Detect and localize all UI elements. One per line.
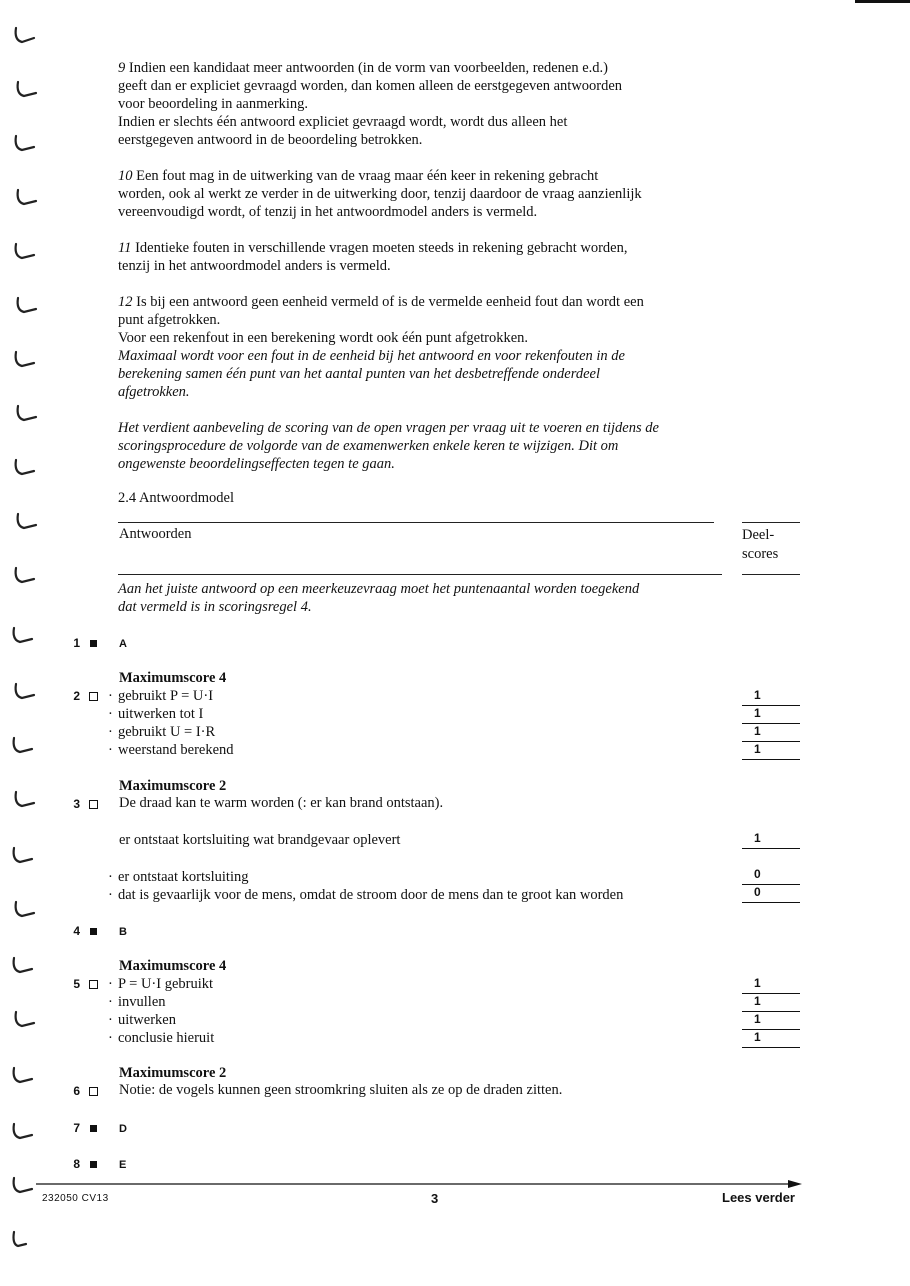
footer-code: 232050 CV13: [42, 1193, 109, 1204]
rule-italic-line: afgetrokken.: [118, 384, 190, 400]
recommendation-line: Het verdient aanbeveling de scoring van de open vragen per vraag uit te voeren en tijdens de: [118, 420, 659, 436]
header-answers: Antwoorden: [119, 526, 192, 542]
partial-score: [742, 741, 800, 760]
answer-item-text: conclusie hieruit: [118, 1030, 215, 1046]
rule-line: Is bij een antwoord geen eenheid vermeld of is de vermelde eenheid fout dan wordt een: [136, 294, 644, 310]
rule-number: 11: [118, 240, 132, 256]
answer-item-text: P = U·I gebruikt: [118, 976, 214, 992]
partial-score: [742, 705, 800, 724]
answer-item-text: weerstand berekend: [118, 742, 234, 758]
score-value: 0: [754, 885, 761, 899]
answer-item: · er ontstaat kortsluiting: [108, 869, 249, 885]
partial-score: [742, 884, 800, 903]
header-deel: Deel-: [742, 527, 775, 543]
score-value: 1: [754, 1012, 761, 1026]
partial-score: [742, 830, 800, 849]
answer-item: · uitwerken: [108, 1012, 176, 1028]
mc-note-line: Aan het juiste antwoord op een meerkeuzevraag moet het puntenaantal worden toegekend: [118, 581, 640, 597]
score-value: 1: [754, 724, 761, 738]
score-value: 0: [754, 867, 761, 881]
answer-item-text: uitwerken tot I: [118, 706, 204, 722]
score-value: 1: [754, 742, 761, 756]
footer-continue: Lees verder: [722, 1190, 795, 1205]
footer-arrow-rule: [36, 1176, 806, 1192]
rule-number: 12: [118, 294, 133, 310]
answer-text: De draad kan te warm worden (: er kan brand ontstaan).: [119, 795, 444, 811]
answer-item-text: invullen: [118, 994, 166, 1010]
header-rule-right: [742, 522, 800, 523]
answer-text: Notie: de vogels kunnen geen stroomkring sluiten als ze op de draden zitten.: [119, 1082, 563, 1098]
max-score: Maximumscore 4: [119, 958, 227, 974]
partial-score: [742, 993, 800, 1012]
partial-score: [742, 687, 800, 706]
rule-line: vereenvoudigd wordt, of tenzij in het antwoordmodel anders is vermeld.: [118, 204, 538, 220]
scoring-recommendation: [118, 419, 738, 473]
rule-line: worden, ook al werkt ze verder in de uitwerking door, tenzij daardoor de vraag aanzienlijk: [118, 186, 642, 202]
alternative-answer: er ontstaat kortsluiting wat brandgevaar oplevert: [119, 832, 401, 848]
rule-italic-line: Maximaal wordt voor een fout in de eenheid bij het antwoord en voor rekenfouten in de: [118, 348, 625, 364]
mc-answer: B: [119, 926, 127, 938]
header-partial-scores: [742, 526, 778, 564]
question-number: 4: [73, 924, 80, 938]
rule-line: Een fout mag in de uitwerking van de vraag maar één keer in rekening gebracht: [136, 168, 599, 184]
mc-question-marker: [90, 1161, 97, 1168]
question-number: 7: [73, 1121, 80, 1135]
rule-line: Identieke fouten in verschillende vragen moeten steeds in rekening gebracht worden,: [135, 240, 628, 256]
mc-question-marker: [90, 1125, 97, 1132]
rule-italic-line: berekening samen één punt van het aantal punten van het desbetreffende onderdeel: [118, 366, 600, 382]
answer-item-text: dat is gevaarlijk voor de mens, omdat de stroom door de mens dan te groot kan worden: [118, 887, 624, 903]
score-value: 1: [754, 831, 761, 845]
question-number: 3: [73, 797, 80, 811]
header-rule-bottom-right: [742, 574, 800, 575]
mc-note-line: dat vermeld is in scoringsregel 4.: [118, 599, 312, 615]
rule-line: Voor een rekenfout in een berekening wordt ook één punt afgetrokken.: [118, 330, 529, 346]
rule-12: [118, 293, 738, 401]
max-score: Maximumscore 2: [119, 1065, 227, 1081]
open-question-marker: [89, 800, 98, 809]
answer-item-text: uitwerken: [118, 1012, 176, 1028]
answer-item: · gebruikt U = I·R: [108, 724, 216, 740]
section-title: 2.4 Antwoordmodel: [118, 490, 234, 506]
partial-score: [742, 866, 800, 885]
score-value: 1: [754, 976, 761, 990]
score-value: 1: [754, 706, 761, 720]
open-question-marker: [89, 980, 98, 989]
footer-page-number: 3: [431, 1191, 439, 1206]
score-value: 1: [754, 1030, 761, 1044]
max-score: Maximumscore 2: [119, 778, 227, 794]
answer-item: · dat is gevaarlijk voor de mens, omdat de stroom door de mens dan te groot kan worden: [108, 887, 624, 903]
answer-item: · invullen: [108, 994, 166, 1010]
mc-note: [118, 580, 738, 616]
question-number: 8: [73, 1157, 80, 1171]
mc-answer: A: [119, 638, 127, 650]
partial-score: [742, 1011, 800, 1030]
rule-number: 10: [118, 168, 133, 184]
header-scores: scores: [742, 546, 779, 562]
rule-11: [118, 239, 738, 275]
rule-line: punt afgetrokken.: [118, 312, 221, 328]
open-question-marker: [89, 1087, 98, 1096]
answer-item: · gebruikt P = U·I: [108, 688, 214, 704]
mc-answer: D: [119, 1123, 127, 1135]
rule-number: 9: [118, 60, 126, 76]
rule-line: geeft dan er expliciet gevraagd worden, dan komen alleen de eerstgegeven antwoorden: [118, 78, 623, 94]
partial-score: [742, 975, 800, 994]
open-question-marker: [89, 692, 98, 701]
rule-line: voor beoordeling in aanmerking.: [118, 96, 309, 112]
header-rule-bottom-left: [118, 574, 722, 575]
answer-item: · weerstand berekend: [108, 742, 234, 758]
mc-question-marker: [90, 640, 97, 647]
answer-item: · uitwerken tot I: [108, 706, 204, 722]
score-value: 1: [754, 688, 761, 702]
rule-line: Indien een kandidaat meer antwoorden (in de vorm van voorbeelden, redenen e.d.): [128, 60, 608, 76]
question-number: 1: [73, 636, 80, 650]
question-number: 5: [73, 977, 80, 991]
rule-9: [118, 59, 738, 149]
binding-marks: [0, 0, 60, 1286]
answer-item: · conclusie hieruit: [108, 1030, 215, 1046]
partial-score: [742, 1029, 800, 1048]
recommendation-line: scoringsprocedure de volgorde van de examenwerken enkele keren te wijzigen. Dit om: [118, 438, 619, 454]
rule-line: Indien er slechts één antwoord expliciet gevraagd wordt, wordt dus alleen het: [118, 114, 568, 130]
top-edge-mark: [855, 0, 910, 3]
partial-score: [742, 723, 800, 742]
mc-answer: E: [119, 1159, 127, 1171]
score-value: 1: [754, 994, 761, 1008]
mc-question-marker: [90, 928, 97, 935]
max-score: Maximumscore 4: [119, 670, 227, 686]
answer-item: · P = U·I gebruikt: [108, 976, 214, 992]
rule-line: tenzij in het antwoordmodel anders is vermeld.: [118, 258, 391, 274]
answer-item-text: er ontstaat kortsluiting: [118, 869, 249, 885]
header-rule-left: [118, 522, 714, 523]
question-number: 6: [73, 1084, 80, 1098]
recommendation-line: ongewenste beoordelingseffecten tegen te gaan.: [118, 456, 395, 472]
question-number: 2: [73, 689, 80, 703]
rule-line: eerstgegeven antwoord in de beoordeling betrokken.: [118, 132, 423, 148]
answer-item-text: gebruikt P = U·I: [118, 688, 214, 704]
answer-item-text: gebruikt U = I·R: [118, 724, 216, 740]
rule-10: [118, 167, 738, 221]
